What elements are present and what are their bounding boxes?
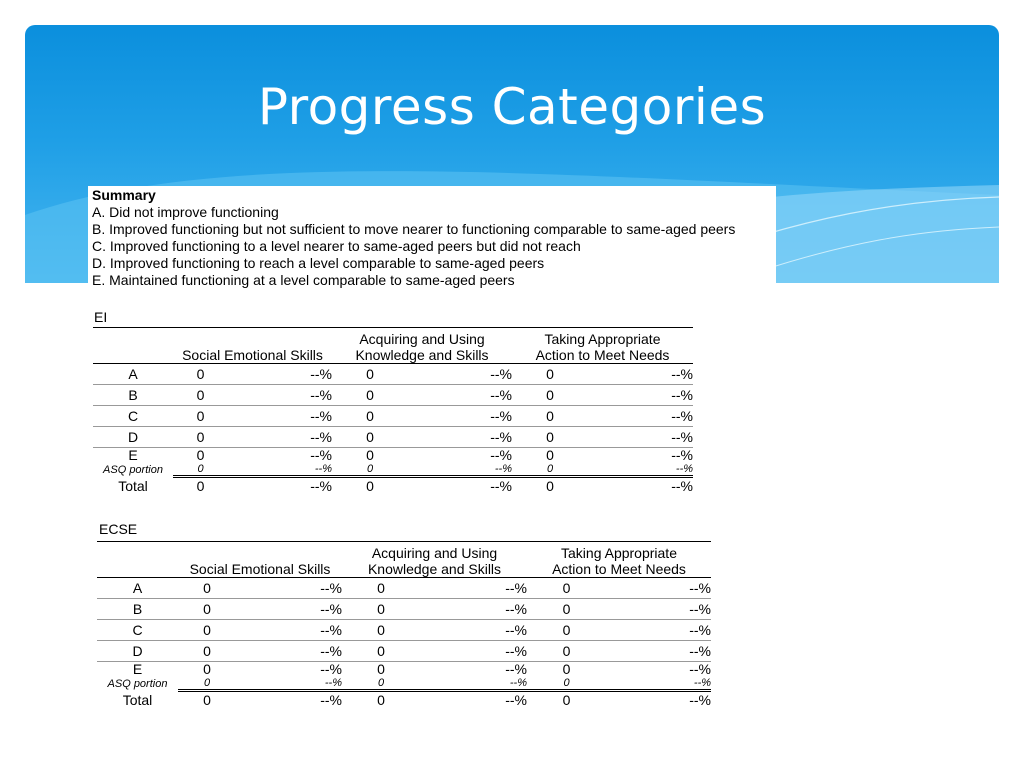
ecse-row-e bbox=[97, 662, 711, 678]
percent-cell: --% bbox=[310, 408, 332, 424]
count-cell: 0 bbox=[203, 622, 211, 638]
ecse-header-blank bbox=[97, 542, 178, 578]
percent-cell: --% bbox=[320, 580, 342, 596]
count-cell: 0 bbox=[377, 580, 385, 596]
count-cell: 0 bbox=[366, 447, 374, 463]
count-cell: 0 bbox=[377, 661, 385, 677]
percent-cell: --% bbox=[588, 477, 693, 495]
percent-cell: --% bbox=[689, 580, 712, 596]
percent-cell: --% bbox=[490, 366, 512, 382]
percent-cell: --% bbox=[310, 366, 332, 382]
percent-cell: --% bbox=[689, 601, 712, 617]
percent-cell: --% bbox=[420, 691, 527, 709]
count-cell: 0 bbox=[196, 447, 205, 463]
percent-cell: --% bbox=[320, 661, 342, 677]
count-cell: 0 bbox=[203, 601, 211, 617]
ecse-table bbox=[97, 541, 711, 709]
count-cell: 0 bbox=[196, 429, 205, 445]
count-cell: 0 bbox=[366, 366, 374, 382]
row-label: E bbox=[132, 661, 143, 677]
percent-cell: --% bbox=[505, 643, 527, 659]
ei-row-total bbox=[93, 477, 693, 495]
summary-item-c: C. Improved functioning to a level nearer to same-aged peers but did not reach bbox=[92, 238, 581, 254]
percent-cell: --% bbox=[320, 601, 342, 617]
percent-cell: --% bbox=[675, 463, 694, 475]
count-cell: 0 bbox=[203, 677, 211, 689]
count-cell: 0 bbox=[178, 691, 236, 709]
ei-header-knowledge: Acquiring and Using Knowledge and Skills bbox=[355, 331, 489, 363]
ecse-row-total bbox=[97, 691, 711, 709]
row-label: ASQ portion bbox=[103, 463, 163, 476]
percent-cell: --% bbox=[228, 477, 332, 495]
ei-row-e bbox=[93, 448, 693, 464]
count-cell: 0 bbox=[562, 580, 571, 596]
summary-item-b: B. Improved functioning but not sufficient to move nearer to functioning comparable to same-aged peers bbox=[92, 221, 736, 237]
count-cell: 0 bbox=[562, 643, 571, 659]
summary-heading: Summary bbox=[92, 187, 156, 203]
count-cell: 0 bbox=[203, 580, 211, 596]
count-cell: 0 bbox=[366, 408, 374, 424]
count-cell: 0 bbox=[512, 477, 588, 495]
ecse-row-asq-portion bbox=[97, 677, 711, 691]
percent-cell: --% bbox=[490, 447, 512, 463]
count-cell: 0 bbox=[377, 622, 385, 638]
ecse-header-action: Taking Appropriate Action to Meet Needs bbox=[552, 545, 686, 577]
percent-cell: --% bbox=[505, 661, 527, 677]
count-cell: 0 bbox=[562, 661, 571, 677]
percent-cell: --% bbox=[689, 643, 712, 659]
count-cell: 0 bbox=[366, 463, 374, 475]
percent-cell: --% bbox=[324, 677, 342, 689]
percent-cell: --% bbox=[689, 661, 712, 677]
count-cell: 0 bbox=[196, 408, 205, 424]
row-label: D bbox=[127, 429, 139, 445]
percent-cell: --% bbox=[494, 463, 512, 475]
percent-cell: --% bbox=[509, 677, 527, 689]
percent-cell: --% bbox=[320, 622, 342, 638]
percent-cell: --% bbox=[671, 408, 694, 424]
count-cell: 0 bbox=[366, 429, 374, 445]
row-label: A bbox=[132, 580, 143, 596]
ei-header-blank bbox=[93, 328, 173, 364]
ei-header-social: Social Emotional Skills bbox=[182, 347, 323, 363]
ecse-header-row bbox=[97, 542, 711, 578]
count-cell: 0 bbox=[546, 463, 554, 475]
row-label: B bbox=[132, 601, 143, 617]
ecse-row-d bbox=[97, 641, 711, 662]
percent-cell: --% bbox=[505, 622, 527, 638]
count-cell: 0 bbox=[196, 366, 205, 382]
count-cell: 0 bbox=[377, 677, 385, 689]
count-cell: 0 bbox=[203, 661, 211, 677]
ecse-header-social: Social Emotional Skills bbox=[189, 561, 331, 577]
count-cell: 0 bbox=[546, 387, 554, 403]
count-cell: 0 bbox=[342, 691, 420, 709]
ei-table bbox=[93, 327, 693, 495]
percent-cell: --% bbox=[671, 366, 694, 382]
ei-row-d bbox=[93, 427, 693, 448]
ecse-section-label: ECSE bbox=[99, 521, 138, 537]
summary-item-d: D. Improved functioning to reach a level comparable to same-aged peers bbox=[92, 255, 545, 271]
percent-cell: --% bbox=[490, 429, 512, 445]
count-cell: 0 bbox=[366, 387, 374, 403]
count-cell: 0 bbox=[562, 601, 571, 617]
ei-row-c bbox=[93, 406, 693, 427]
percent-cell: --% bbox=[689, 622, 712, 638]
percent-cell: --% bbox=[310, 387, 332, 403]
count-cell: 0 bbox=[173, 477, 228, 495]
count-cell: 0 bbox=[377, 643, 385, 659]
percent-cell: --% bbox=[320, 643, 342, 659]
percent-cell: --% bbox=[490, 387, 512, 403]
count-cell: 0 bbox=[332, 477, 408, 495]
count-cell: 0 bbox=[203, 643, 211, 659]
percent-cell: --% bbox=[505, 580, 527, 596]
slide-title: Progress Categories bbox=[257, 78, 767, 136]
row-label: Total bbox=[118, 477, 148, 494]
percent-cell: --% bbox=[693, 677, 712, 689]
ei-header-row bbox=[93, 328, 693, 364]
count-cell: 0 bbox=[377, 601, 385, 617]
row-label: C bbox=[132, 622, 143, 638]
ecse-row-b bbox=[97, 599, 711, 620]
percent-cell: --% bbox=[310, 429, 332, 445]
percent-cell: --% bbox=[671, 429, 694, 445]
percent-cell: --% bbox=[606, 691, 711, 709]
count-cell: 0 bbox=[527, 691, 606, 709]
ei-row-b bbox=[93, 385, 693, 406]
count-cell: 0 bbox=[546, 429, 554, 445]
percent-cell: --% bbox=[314, 463, 332, 475]
ecse-header-knowledge: Acquiring and Using Knowledge and Skills bbox=[367, 545, 502, 577]
count-cell: 0 bbox=[563, 677, 570, 689]
ecse-row-c bbox=[97, 620, 711, 641]
percent-cell: --% bbox=[671, 447, 694, 463]
ei-section-label: EI bbox=[94, 309, 108, 325]
row-label: A bbox=[128, 366, 138, 382]
count-cell: 0 bbox=[546, 366, 554, 382]
row-label: C bbox=[127, 408, 139, 424]
count-cell: 0 bbox=[546, 408, 554, 424]
summary-item-e: E. Maintained functioning at a level comparable to same-aged peers bbox=[92, 272, 515, 288]
count-cell: 0 bbox=[562, 622, 571, 638]
row-label: ASQ portion bbox=[107, 677, 168, 690]
summary-item-a: A. Did not improve functioning bbox=[92, 204, 279, 220]
percent-cell: --% bbox=[671, 387, 694, 403]
percent-cell: --% bbox=[408, 477, 512, 495]
count-cell: 0 bbox=[197, 463, 204, 475]
row-label: E bbox=[128, 447, 138, 463]
row-label: B bbox=[128, 387, 138, 403]
ei-row-a bbox=[93, 364, 693, 385]
row-label: D bbox=[132, 643, 143, 659]
ei-header-action: Taking Appropriate Action to Meet Needs bbox=[535, 331, 670, 363]
count-cell: 0 bbox=[196, 387, 205, 403]
ecse-row-a bbox=[97, 578, 711, 599]
count-cell: 0 bbox=[546, 447, 554, 463]
percent-cell: --% bbox=[236, 691, 342, 709]
summary-block bbox=[92, 187, 735, 289]
row-label: Total bbox=[122, 691, 153, 708]
percent-cell: --% bbox=[505, 601, 527, 617]
percent-cell: --% bbox=[310, 447, 332, 463]
ei-row-asq-portion bbox=[93, 463, 693, 477]
percent-cell: --% bbox=[490, 408, 512, 424]
